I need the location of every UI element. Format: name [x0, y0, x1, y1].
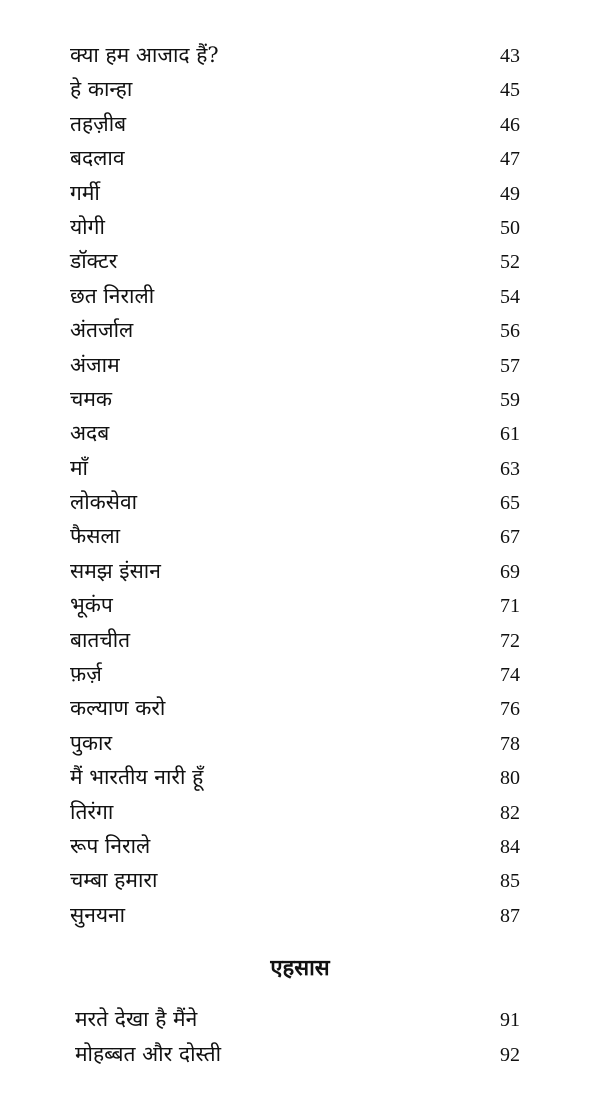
- toc-entry-page-number: 49: [500, 182, 520, 205]
- toc-entry-page-number: 59: [500, 388, 520, 411]
- toc-entry-title: भूकंप: [70, 593, 113, 618]
- toc-entry-title: मोहब्बत और दोस्ती: [75, 1042, 222, 1066]
- toc-entry-page-number: 47: [500, 148, 520, 171]
- toc-entry-page-number: 50: [500, 216, 520, 239]
- toc-entry-page-number: 76: [500, 698, 520, 721]
- toc-entry-title: माँ: [70, 455, 88, 480]
- toc-entry: [70, 588, 520, 622]
- toc-entry-page-number: 72: [500, 629, 520, 652]
- toc-entry-title: मरते देखा है मैंने: [75, 1007, 198, 1031]
- toc-entry-title: अंतर्जाल: [70, 318, 134, 343]
- toc-entry: [70, 141, 520, 175]
- toc-entry: [70, 451, 520, 485]
- toc-entry-page-number: 46: [500, 113, 520, 136]
- toc-entry-page-number: 45: [500, 79, 520, 102]
- toc-entry: [70, 72, 520, 106]
- toc-entry-page-number: 67: [500, 526, 520, 549]
- toc-entry-page-number: 87: [500, 904, 520, 927]
- toc-entry-title: सुनयना: [70, 902, 126, 927]
- toc-entry: [70, 107, 520, 141]
- toc-entry: [70, 829, 520, 863]
- toc-entry: [70, 382, 520, 416]
- toc-entry: [70, 795, 520, 829]
- toc-entry-page-number: 52: [500, 251, 520, 274]
- toc-entry-title: छत निराली: [70, 283, 155, 308]
- toc-entry: [70, 760, 520, 794]
- toc-entry-page-number: 74: [500, 664, 520, 687]
- toc-entry-title: फ़र्ज़: [70, 662, 102, 687]
- toc-entry: [70, 485, 520, 519]
- toc-entry: [70, 554, 520, 588]
- toc-entry-page-number: 84: [500, 835, 520, 858]
- toc-entry: [70, 38, 520, 72]
- toc-entry: [70, 313, 520, 347]
- toc-entry: [70, 726, 520, 760]
- toc-entry-title: रूप निराले: [70, 833, 151, 858]
- toc-entry: [70, 657, 520, 691]
- toc-entry-title: लोकसेवा: [70, 490, 138, 515]
- toc-entry: [70, 348, 520, 382]
- toc-entry-title: चम्बा हमारा: [70, 868, 158, 893]
- toc-entry-title: कल्याण करो: [70, 696, 166, 721]
- toc-entry-title: पुकार: [70, 730, 113, 755]
- toc-entry: [70, 279, 520, 313]
- toc-entry-title: अदब: [70, 421, 110, 446]
- toc-entry-title: तहज़ीब: [70, 111, 127, 136]
- toc-entry-title: योगी: [70, 214, 105, 239]
- toc-entry: [70, 244, 520, 278]
- toc-entry-page-number: 63: [500, 457, 520, 480]
- toc-entry-title: गर्मी: [70, 180, 100, 205]
- toc-entry-page-number: 69: [500, 560, 520, 583]
- toc-entry-page-number: 43: [500, 45, 520, 67]
- toc-entry-title: डॉक्टर: [70, 249, 118, 274]
- toc-entry: [75, 1037, 520, 1072]
- toc-entry-page-number: 80: [500, 767, 520, 790]
- table-of-contents: [70, 38, 520, 932]
- toc-entry-page-number: 57: [500, 354, 520, 377]
- toc-entry-page-number: 85: [500, 870, 520, 893]
- toc-entry-page-number: 71: [500, 595, 520, 618]
- toc-entry: [70, 210, 520, 244]
- toc-entry-title: हे कान्हा: [70, 77, 133, 102]
- toc-entry-page-number: 56: [500, 320, 520, 343]
- toc-entry-page-number: 65: [500, 492, 520, 515]
- toc-entry: [70, 898, 520, 932]
- toc-entry-title: बातचीत: [70, 627, 131, 652]
- section-table-of-contents: [75, 1002, 520, 1072]
- toc-entry-page-number: 91: [500, 1009, 520, 1031]
- toc-entry-title: तिरंगा: [70, 799, 114, 824]
- toc-entry-page-number: 82: [500, 801, 520, 824]
- toc-entry: [70, 691, 520, 725]
- toc-entry-title: चमक: [70, 386, 113, 411]
- toc-entry: [75, 1002, 520, 1037]
- toc-entry-title: मैं भारतीय नारी हूँ: [70, 765, 204, 790]
- toc-entry: [70, 863, 520, 897]
- toc-entry: [70, 519, 520, 553]
- toc-entry-title: क्या हम आजाद हैं?: [70, 43, 219, 67]
- toc-entry-page-number: 92: [500, 1044, 520, 1066]
- toc-entry-page-number: 61: [500, 423, 520, 446]
- toc-entry-title: बदलाव: [70, 146, 125, 171]
- toc-entry-page-number: 54: [500, 285, 520, 308]
- toc-entry-title: फैसला: [70, 524, 121, 549]
- toc-entry: [70, 623, 520, 657]
- toc-entry-title: समझ इंसान: [70, 558, 161, 583]
- toc-entry-page-number: 78: [500, 732, 520, 755]
- section-heading: एहसास: [270, 955, 330, 981]
- toc-entry-title: अंजाम: [70, 352, 120, 377]
- toc-entry: [70, 416, 520, 450]
- toc-entry: [70, 176, 520, 210]
